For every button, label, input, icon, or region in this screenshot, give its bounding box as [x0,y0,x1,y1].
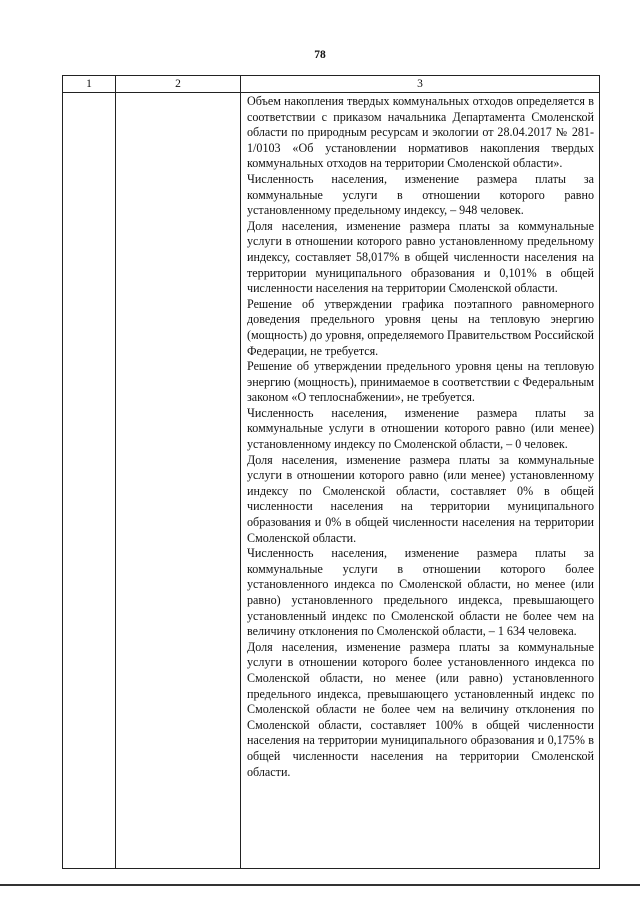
cell-col-1 [63,93,116,869]
column-header-2: 2 [116,76,241,93]
cell-text-block [241,93,599,780]
column-header-3: 3 [241,76,600,93]
bottom-rule [0,884,640,886]
table-body-row [63,93,600,869]
paragraph: Численность населения, изменение размера платы за коммунальные услуги в отношении которого равно установленному предельному индексу, – 948 человек. [247,171,594,218]
paragraph: Доля населения, изменение размера платы за коммунальные услуги в отношении которого равно (или менее) установленному индексу по Смоленской области, составляет 0% в общей численности населения на территории муниципального образования и 0% в общей численности населения на территории Смоленской области. [247,452,594,545]
paragraph: Доля населения, изменение размера платы за коммунальные услуги в отношении которого более установленного индекса по Смоленской области, но менее (или равно) установленного предельного индекса, превышающего установленный индекс по Смоленской области не более чем на величину отклонения по Смоленской области, составляет 100% в общей численности населения на территории муниципального образования и 0,175% в общей численности населения на территории Смоленской области. [247,639,594,779]
document-table [62,75,600,869]
paragraph: Численность населения, изменение размера платы за коммунальные услуги в отношении которого более установленного индекса по Смоленской области, но менее (или равно) установленного предельного индекса, превышающего установленный индекс по Смоленской области не более чем на величину отклонения по Смоленской области, – 1 634 человека. [247,546,594,639]
paragraph: Объем накопления твердых коммунальных отходов определяется в соответствии с приказом начальника Департамента Смоленской области по природным ресурсам и экологии от 28.04.2017 № 281-1/0103 «Об установлении нормативов накопления твердых коммунальных отходов на территории Смоленской области». [247,94,594,171]
page-number: 78 [314,49,326,61]
paragraph: Численность населения, изменение размера платы за коммунальные услуги в отношении которого равно (или менее) установленному индексу по Смоленской области, – 0 человек. [247,405,594,452]
table-header-row [63,76,600,93]
cell-col-3 [241,93,600,869]
cell-col-2 [116,93,241,869]
paragraph: Доля населения, изменение размера платы за коммунальные услуги в отношении которого равно установленному предельному индексу, составляет 58,017% в общей численности населения на территории муниципального образования и 0,101% в общей численности населения на территории Смоленской области. [247,218,594,296]
paragraph: Решение об утверждении предельного уровня цены на тепловую энергию (мощность), принимаемое в соответствии с Федеральным законом «О теплоснабжении», не требуется. [247,359,594,405]
paragraph: Решение об утверждении графика поэтапного равномерного доведения предельного уровня цены на тепловую энергию (мощность) до уровня, определяемого Правительством Российской Федерации, не требуется. [247,296,594,358]
column-header-1: 1 [63,76,116,93]
